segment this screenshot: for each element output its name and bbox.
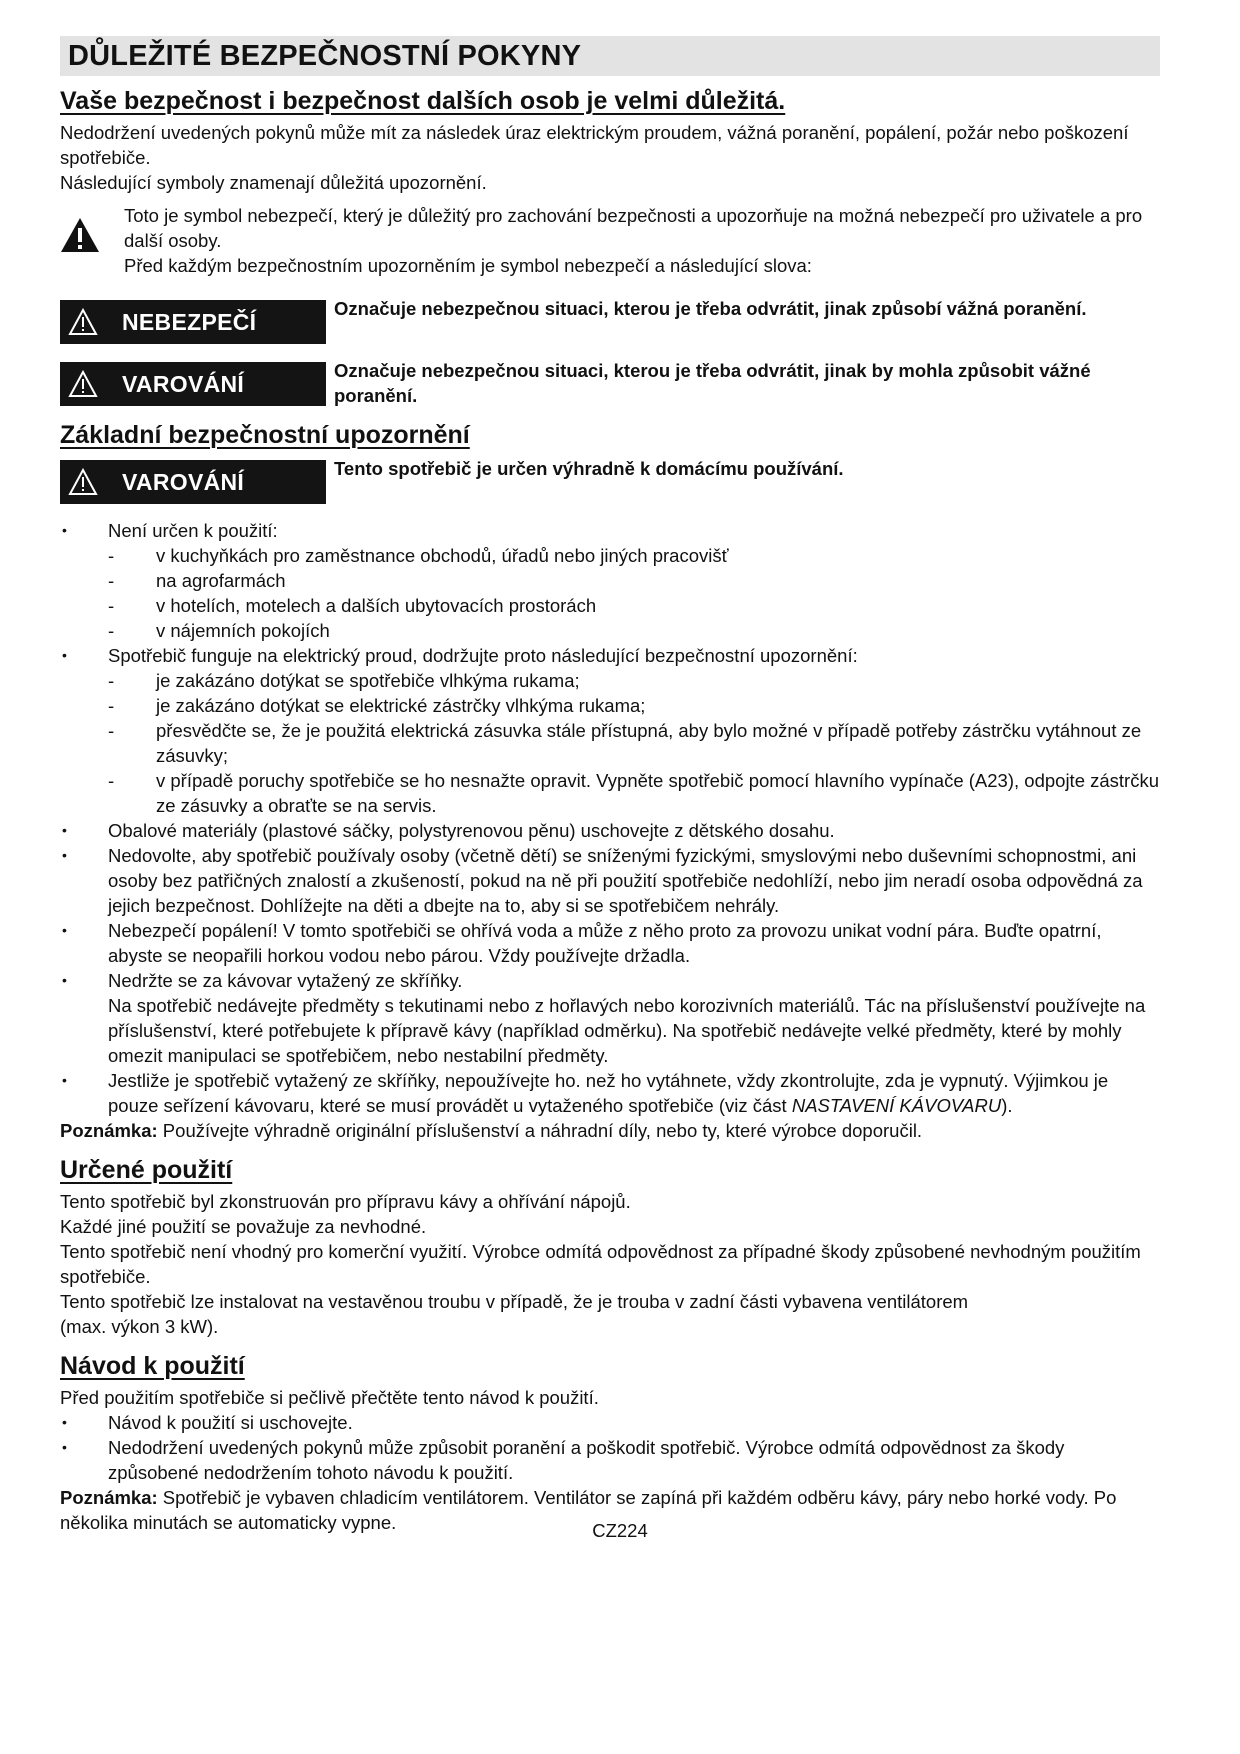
list-item: - je zakázáno dotýkat se elektrické zástrčky vlhkýma rukama; <box>108 693 1160 718</box>
paragraph: Každé jiné použití se považuje za nevhodné. <box>60 1216 427 1237</box>
warning-triangle-icon <box>68 370 98 398</box>
paragraph: Tento spotřebič lze instalovat na vestavěnou troubu v případě, že je trouba v zadní části vybavena ventilátorem <box>60 1291 969 1312</box>
paragraph: Tento spotřebič není vhodný pro komerční využití. Výrobce odmítá odpovědnost za případné škody způsobené nevhodným použitím spotřebiče. <box>60 1241 1141 1287</box>
warning-triangle-icon <box>68 468 98 496</box>
list-item: • Nedržte se za kávovar vytažený ze skříňky. Na spotřebič nedávejte předměty s tekutinami nebo z hořlavých nebo korozivních materiálů. Tác na příslušenství používejte na příslušenství, které potřebujete k přípravě kávy (například odměrku). Na spotřebič nedávejte velké předměty, které by mohly omezit manipulaci se spotřebičem, nebo nestabilní předměty. <box>60 968 1160 1068</box>
household-use-text: Tento spotřebič je určen výhradně k domácímu používání. <box>334 458 844 479</box>
list-item: - v případě poruchy spotřebiče se ho nesnažte opravit. Vypněte spotřebič pomocí hlavního vypínače (A23), odpojte zástrčku ze zásuvky a obraťte se na servis. <box>108 768 1160 818</box>
safety-bullet-list <box>60 518 1160 1118</box>
section-heading-intended-use: Určené použití <box>60 1156 233 1184</box>
paragraph: Tento spotřebič byl zkonstruován pro přípravu kávy a ohřívání nápojů. <box>60 1191 631 1212</box>
page-title: DŮLEŽITÉ BEZPEČNOSTNÍ POKYNY <box>68 39 582 72</box>
note-fan: Poznámka: Spotřebič je vybaven chladicím ventilátorem. Ventilátor se zapíná při každém odběru kávy, páry nebo horké vody. Po několika minutách se automaticky vypne. <box>60 1487 1117 1533</box>
danger-symbol-explanation <box>60 203 1160 278</box>
danger-badge <box>60 300 326 344</box>
warning-definition <box>60 362 1160 408</box>
paragraph: Před použitím spotřebiče si pečlivě přečtěte tento návod k použití. <box>60 1387 599 1408</box>
list-item: - v nájemních pokojích <box>108 618 1160 643</box>
list-item: - na agrofarmách <box>108 568 1160 593</box>
list-item: • Není určen k použití: - v kuchyňkách pro zaměstnance obchodů, úřadů nebo jiných pracovišť - na agrofarmách - v hotelích, motelech a dalších ubytovacích prostorách - v nájemních pokojích <box>60 518 1160 643</box>
list-item: - v kuchyňkách pro zaměstnance obchodů, úřadů nebo jiných pracovišť <box>108 543 1160 568</box>
symbol-description: Toto je symbol nebezpečí, který je důležitý pro zachování bezpečnosti a upozorňuje na možná nebezpečí pro uživatele a pro další osoby. <box>124 205 1143 251</box>
household-use-warning <box>60 460 1160 504</box>
warning-label: VAROVÁNÍ <box>122 468 245 495</box>
list-item: • Nedovolte, aby spotřebič používaly osoby (včetně dětí) se sníženými fyzickými, smyslovými nebo duševními schopnostmi, ani osoby bez patřičných znalostí a zkušeností, pokud na ně při použití spotřebiče nedohlíží, nebo jim neradí osoba odpovědná za jejich bezpečnost. Dohlížejte na děti a dbejte na to, aby si se spotřebičem nehrály. <box>60 843 1160 918</box>
danger-label: NEBEZPEČÍ <box>122 308 257 335</box>
document-page <box>60 36 1160 1535</box>
page-number: CZ224 <box>592 1520 648 1541</box>
list-item: • Spotřebič funguje na elektrický proud, dodržujte proto následující bezpečnostní upozornění: - je zakázáno dotýkat se spotřebiče vlhkýma rukama; - je zakázáno dotýkat se elektrické zástrčky vlhkýma rukama; - přesvědčte se, že je použitá elektrická zásuvka stále přístupná, aby bylo možné v případě potřeby zástrčku vytáhnout ze zásuvky; - v případě poruchy spotřebiče se ho nesnažte opravit. Vypněte spotřebič pomocí hlavního vypínače (A23), odpojte zástrčku ze zásuvky a obraťte se na servis. <box>60 643 1160 818</box>
sub-list <box>108 543 1160 643</box>
list-item: - v hotelích, motelech a dalších ubytovacích prostorách <box>108 593 1160 618</box>
list-item: • Jestliže je spotřebič vytažený ze skříňky, nepoužívejte ho. než ho vytáhnete, vždy zkontrolujte, zda je vypnutý. Výjimkou je pouze seřízení kávovaru, které se musí provádět u vytaženého spotřebiče (viz část NASTAVENÍ KÁVOVARU). <box>60 1068 1160 1118</box>
sub-list <box>108 668 1160 818</box>
section-heading-basic-safety: Základní bezpečnostní upozornění <box>60 421 470 449</box>
section-heading-safety: Vaše bezpečnost i bezpečnost dalších osob je velmi důležitá. <box>60 87 786 115</box>
cross-reference: NASTAVENÍ KÁVOVARU <box>791 1095 1002 1116</box>
warning-badge <box>60 362 326 406</box>
intro-paragraph: Nedodržení uvedených pokynů může mít za následek úraz elektrickým proudem, vážná poranění, popálení, požár nebo poškození spotřebiče. <box>60 122 1129 168</box>
list-item: - je zakázáno dotýkat se spotřebiče vlhkýma rukama; <box>108 668 1160 693</box>
title-bar <box>60 36 1160 76</box>
danger-text: Označuje nebezpečnou situaci, kterou je třeba odvrátit, jinak způsobí vážná poranění. <box>334 298 1087 319</box>
list-item: - přesvědčte se, že je použitá elektrická zásuvka stále přístupná, aby bylo možné v případě potřeby zástrčku vytáhnout ze zásuvky; <box>108 718 1160 768</box>
warning-triangle-icon <box>68 308 98 336</box>
list-item: • Nebezpečí popálení! V tomto spotřebiči se ohřívá voda a může z něho proto za provozu unikat vodní pára. Buďte opatrní, abyste se neopařili horkou vodou nebo párou. Vždy používejte držadla. <box>60 918 1160 968</box>
list-item: • Nedodržení uvedených pokynů může způsobit poranění a poškodit spotřebič. Výrobce odmítá odpovědnost za škody způsobené nedodržením tohoto návodu k použití. <box>60 1435 1160 1485</box>
danger-triangle-icon <box>60 203 104 278</box>
symbols-intro: Následující symboly znamenají důležitá upozornění. <box>60 172 487 193</box>
danger-definition <box>60 300 1160 344</box>
symbol-words-intro: Před každým bezpečnostním upozorněním je symbol nebezpečí a následující slova: <box>124 255 812 276</box>
note-accessories: Poznámka: Používejte výhradně originální příslušenství a náhradní díly, nebo ty, které výrobce doporučil. <box>60 1120 923 1141</box>
warning-text: Označuje nebezpečnou situaci, kterou je třeba odvrátit, jinak by mohla způsobit vážné poranění. <box>334 360 1091 406</box>
intended-use-text <box>60 1189 1160 1339</box>
warning-badge <box>60 460 326 504</box>
list-item: • Návod k použití si uschovejte. <box>60 1410 1160 1435</box>
instructions-bullet-list <box>60 1410 1160 1485</box>
list-item: • Obalové materiály (plastové sáčky, polystyrenovou pěnu) uschovejte z dětského dosahu. <box>60 818 1160 843</box>
section-heading-instructions: Návod k použití <box>60 1352 245 1380</box>
warning-label: VAROVÁNÍ <box>122 370 245 397</box>
paragraph: (max. výkon 3 kW). <box>60 1316 219 1337</box>
